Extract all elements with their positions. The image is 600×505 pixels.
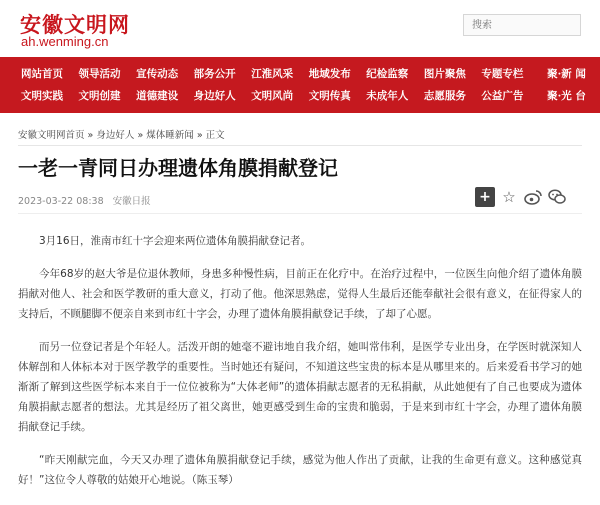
nav-item-propaganda[interactable]: 宣传动态 bbox=[136, 68, 179, 80]
article-body bbox=[18, 231, 582, 503]
title-divider bbox=[18, 213, 582, 214]
nav-item-customs[interactable]: 文明风尚 bbox=[251, 90, 294, 102]
nav-item-home[interactable]: 网站首页 bbox=[21, 68, 63, 80]
nav-item-volunteer[interactable]: 志愿服务 bbox=[423, 90, 466, 102]
nav-item-practice[interactable]: 文明实践 bbox=[21, 90, 63, 102]
nav-row-1 bbox=[16, 66, 586, 81]
nav-item-ads[interactable]: 公益广告 bbox=[481, 90, 524, 102]
main-nav bbox=[0, 57, 600, 113]
nav-item-topics[interactable]: 专题专栏 bbox=[481, 68, 524, 80]
site-domain[interactable]: ah.wenming.cn bbox=[21, 34, 109, 49]
nav-item-jianghuai[interactable]: 江淮风采 bbox=[251, 68, 294, 80]
nav-item-spotlight[interactable]: 聚·光 台 bbox=[547, 90, 586, 102]
nav-item-news[interactable]: 聚·新 闻 bbox=[547, 68, 586, 80]
nav-item-discipline[interactable]: 纪检监察 bbox=[366, 68, 409, 80]
plus-icon[interactable]: + bbox=[475, 187, 495, 207]
nav-item-morality[interactable]: 道德建设 bbox=[136, 90, 179, 102]
article-paragraph: 而另一位登记者是个年轻人。活泼开朗的她毫不避讳地自我介绍，她叫常伟利，是医学专业出身，在学医时就深知人体解剖和人体标本对于医学教学的重要性。当时她还有疑问，不知道这些宝贵的标本是从哪里来的。后来爱看书学习的她渐渐了解到这些医学标本来自于一位位被称为“大体老师”的遗体捐献志愿者的无私捐献，从此她便有了自己也要成为遗体角膜捐献志愿者的想法。尤其是经历了祖父离世，她更感受到生命的宝贵和脆弱，于是来到市红十字会，办理了遗体角膜捐献登记手续。 bbox=[18, 341, 582, 433]
breadcrumb-good-people[interactable]: 身边好人 bbox=[96, 130, 135, 141]
nav-item-fax[interactable]: 文明传真 bbox=[308, 90, 351, 102]
article-meta bbox=[18, 193, 157, 207]
nav-item-creation[interactable]: 文明创建 bbox=[78, 90, 121, 102]
nav-item-good-people[interactable]: 身边好人 bbox=[193, 90, 236, 102]
breadcrumb-current: 正文 bbox=[205, 130, 225, 141]
article-paragraph: 今年68岁的赵大爷是位退休教师，身患多种慢性病，目前正在化疗中。在治疗过程中，一位医生向他介绍了遗体角膜捐献对他人、社会和医学教研的重大意义，打动了他。他深思熟虑，觉得人生最后还能奉献社会很有意义，在征得家人的支持后，不顾腿脚不便亲自来到市红十字会，办理了遗体角膜捐献登记手续，了却了心愿。 bbox=[18, 268, 582, 320]
header-divider bbox=[18, 145, 582, 146]
article-title: 一老一青同日办理遗体角膜捐献登记 bbox=[18, 156, 338, 180]
nav-item-release[interactable]: 地域发布 bbox=[308, 68, 351, 80]
article-source: 安徽日报 bbox=[112, 196, 151, 207]
nav-item-photos[interactable]: 图片聚焦 bbox=[423, 68, 466, 80]
breadcrumb-media-news[interactable]: 煤体睡新闻 bbox=[146, 130, 194, 141]
breadcrumb-home[interactable]: 安徽文明网首页 bbox=[18, 130, 85, 141]
breadcrumb-sep: » bbox=[137, 130, 144, 141]
site-logo[interactable]: 安徽文明网 bbox=[20, 12, 130, 37]
wechat-icon[interactable] bbox=[547, 187, 567, 207]
breadcrumb-sep: » bbox=[196, 130, 203, 141]
breadcrumb-sep: » bbox=[87, 130, 94, 141]
weibo-icon[interactable] bbox=[523, 187, 543, 207]
nav-item-minors[interactable]: 未成年人 bbox=[366, 90, 409, 102]
share-bar bbox=[475, 187, 567, 207]
site-header bbox=[0, 0, 600, 56]
star-icon[interactable]: ☆ bbox=[502, 188, 516, 206]
article-date: 2023-03-22 08:38 bbox=[18, 196, 104, 207]
breadcrumb bbox=[18, 127, 225, 141]
nav-item-affairs[interactable]: 部务公开 bbox=[193, 68, 236, 80]
article-paragraph: “昨天刚献完血，今天又办理了遗体角膜捐献登记手续，感觉为他人作出了贡献，让我的生命更有意义。这种感觉真好！”这位令人尊敬的姑娘开心地说。（陈玉琴） bbox=[18, 454, 582, 486]
search-input[interactable] bbox=[463, 14, 581, 36]
nav-row-2 bbox=[16, 88, 586, 103]
article-paragraph: 3月16日，淮南市红十字会迎来两位遗体角膜捐献登记者。 bbox=[39, 235, 312, 247]
nav-item-leaders[interactable]: 领导活动 bbox=[78, 68, 121, 80]
